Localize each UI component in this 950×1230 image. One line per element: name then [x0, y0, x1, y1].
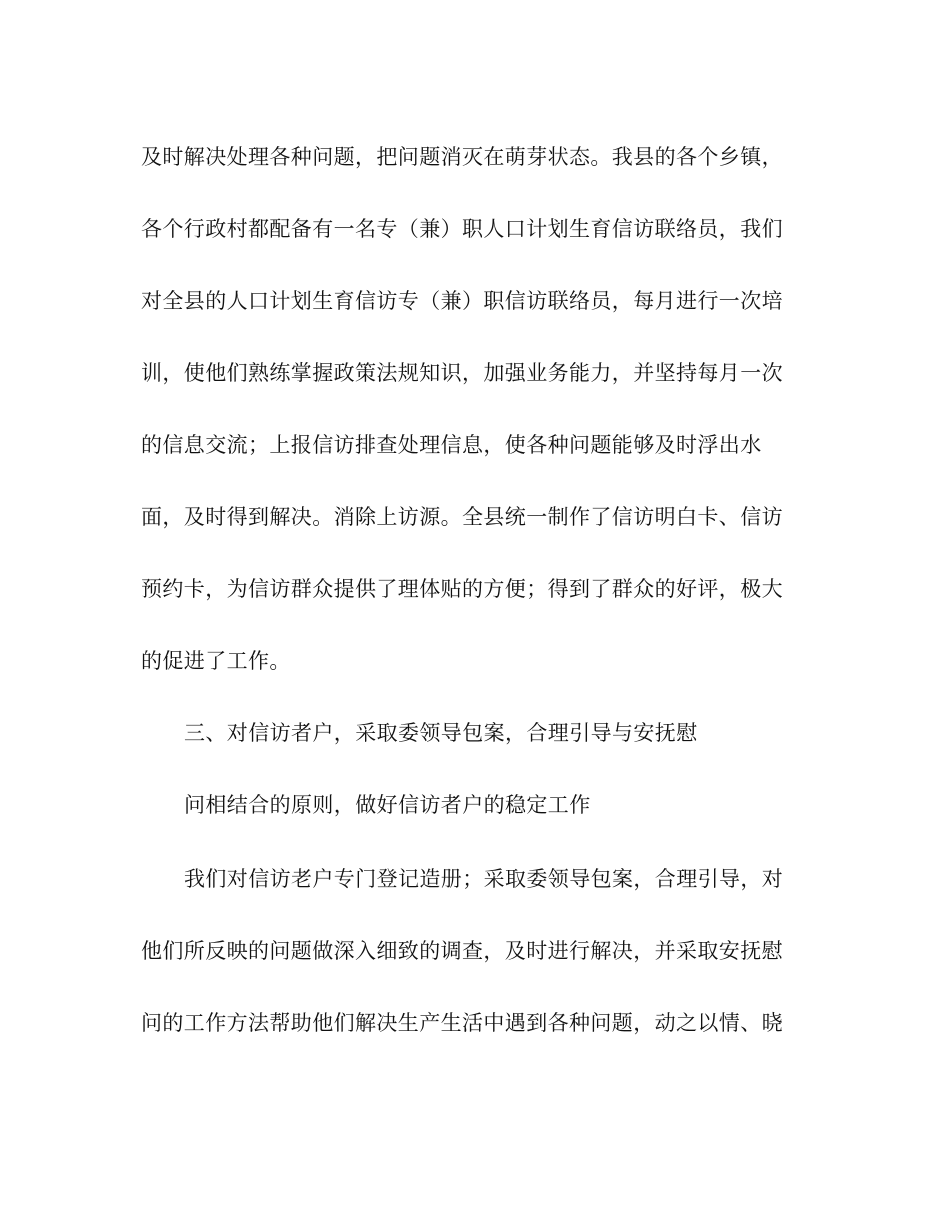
text-line: 他们所反映的问题做深入细致的调查，及时进行解决，并采取安抚慰 — [141, 939, 783, 963]
text-line: 对全县的人口计划生育信访专（兼）职信访联络员，每月进行一次培 — [141, 289, 783, 313]
paragraph-first-line: 我们对信访老户专门登记造册；采取委领导包案，合理引导，对 — [184, 867, 784, 891]
text-line: 面，及时得到解决。消除上访源。全县统一制作了信访明白卡、信访 — [141, 505, 783, 529]
text-line: 的信息交流；上报信访排查处理信息，使各种问题能够及时浮出水 — [141, 433, 762, 457]
text-line: 各个行政村都配备有一名专（兼）职人口计划生育信访联络员，我们 — [141, 217, 783, 241]
section-heading: 三、对信访者户，采取委领导包案，合理引导与安抚慰 — [184, 721, 698, 745]
text-line: 及时解决处理各种问题，把问题消灭在萌芽状态。我县的各个乡镇， — [141, 145, 783, 169]
text-line: 预约卡，为信访群众提供了理体贴的方便；得到了群众的好评，极大 — [141, 577, 783, 601]
text-line: 问的工作方法帮助他们解决生产生活中遇到各种问题，动之以情、晓 — [141, 1011, 783, 1035]
text-line: 的促进了工作。 — [141, 649, 291, 673]
section-heading-continued: 问相结合的原则，做好信访者户的稳定工作 — [184, 793, 591, 817]
text-line: 训，使他们熟练掌握政策法规知识，加强业务能力，并坚持每月一次 — [141, 361, 783, 385]
